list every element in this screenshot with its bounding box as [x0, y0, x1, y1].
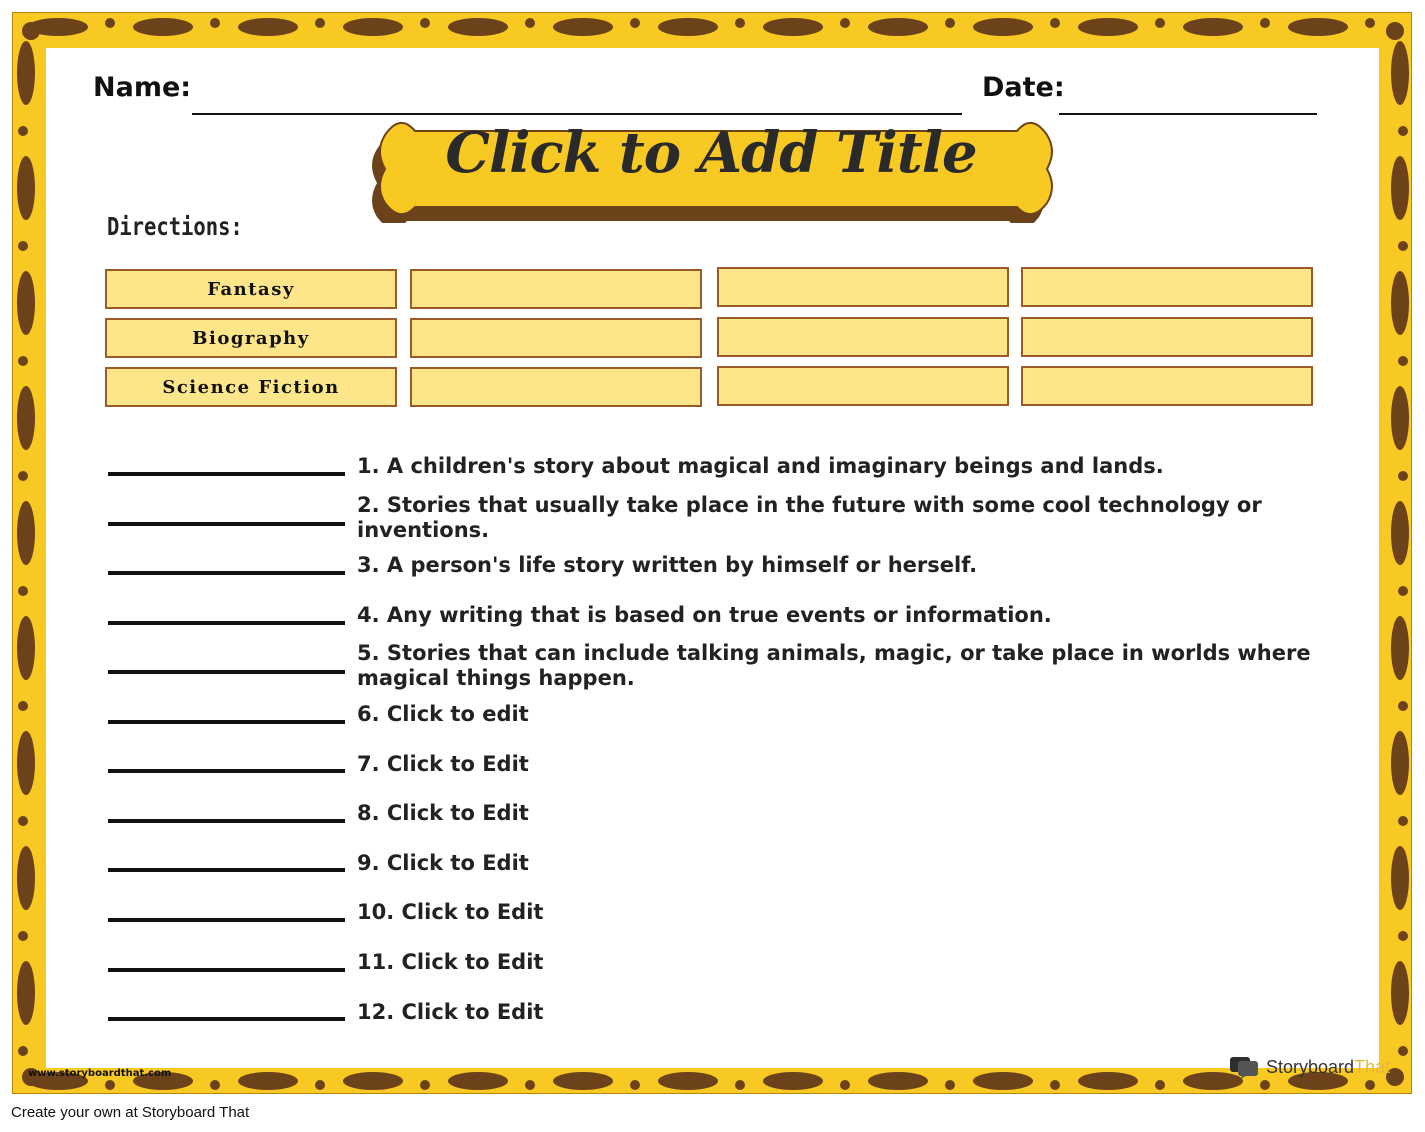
- worksheet-title[interactable]: Click to Add Title: [445, 120, 977, 186]
- item-12-text[interactable]: 12. Click to Edit: [357, 1000, 544, 1024]
- border-ornament: [1398, 931, 1408, 941]
- border-ornament: [945, 1080, 955, 1090]
- border-ornament: [553, 18, 613, 36]
- border-ornament: [763, 1072, 823, 1090]
- border-ornament: [315, 1080, 325, 1090]
- border-ornament: [17, 386, 35, 450]
- item-1-text[interactable]: 1. A children's story about magical and imaginary beings and lands.: [357, 454, 1164, 478]
- border-ornament: [1260, 1080, 1270, 1090]
- item-9-text[interactable]: 9. Click to Edit: [357, 851, 529, 875]
- border-ornament: [525, 18, 535, 28]
- border-ornament: [420, 1080, 430, 1090]
- border-ornament: [18, 471, 28, 481]
- border-ornament: [945, 18, 955, 28]
- border-ornament: [1078, 18, 1138, 36]
- word-bank-cell[interactable]: [717, 366, 1009, 406]
- answer-line-4[interactable]: [108, 621, 345, 625]
- border-ornament: [1078, 1072, 1138, 1090]
- answer-line-10[interactable]: [108, 918, 345, 922]
- border-ornament: [1391, 386, 1409, 450]
- border-ornament: [1391, 846, 1409, 910]
- directions-label[interactable]: Directions:: [107, 212, 243, 241]
- border-ornament: [18, 126, 28, 136]
- border-ornament: [973, 18, 1033, 36]
- item-11-text[interactable]: 11. Click to Edit: [357, 950, 544, 974]
- border-ornament: [343, 1072, 403, 1090]
- word-bank-cell-science-fiction[interactable]: Science Fiction: [105, 367, 397, 407]
- answer-line-8[interactable]: [108, 819, 345, 823]
- worksheet-page: [46, 48, 1379, 1068]
- border-ornament: [17, 156, 35, 220]
- border-ornament: [763, 18, 823, 36]
- answer-line-3[interactable]: [108, 571, 345, 575]
- answer-line-2[interactable]: [108, 522, 345, 526]
- border-ornament: [315, 18, 325, 28]
- logo-word-storyboard: Storyboard: [1266, 1056, 1355, 1077]
- border-ornament: [1398, 1046, 1408, 1056]
- border-ornament: [1386, 22, 1404, 40]
- border-ornament: [1398, 816, 1408, 826]
- border-ornament: [525, 1080, 535, 1090]
- word-bank-cell[interactable]: [410, 367, 702, 407]
- answer-line-6[interactable]: [108, 720, 345, 724]
- border-ornament: [1391, 616, 1409, 680]
- border-ornament: [448, 18, 508, 36]
- border-ornament: [1260, 18, 1270, 28]
- border-ornament: [1391, 156, 1409, 220]
- answer-line-11[interactable]: [108, 968, 345, 972]
- border-ornament: [1288, 18, 1348, 36]
- item-10-text[interactable]: 10. Click to Edit: [357, 900, 544, 924]
- name-label: Name:: [93, 72, 192, 103]
- logo-word-that: That: [1354, 1056, 1391, 1077]
- word-bank-cell[interactable]: [1021, 366, 1313, 406]
- border-ornament: [17, 961, 35, 1025]
- word-bank-cell-fantasy[interactable]: Fantasy: [105, 269, 397, 309]
- border-ornament: [1398, 126, 1408, 136]
- item-3-text[interactable]: 3. A person's life story written by himself or herself.: [357, 553, 978, 577]
- border-ornament: [210, 18, 220, 28]
- border-ornament: [133, 18, 193, 36]
- word-bank-cell[interactable]: [410, 318, 702, 358]
- border-ornament: [1391, 731, 1409, 795]
- answer-line-5[interactable]: [108, 670, 345, 674]
- border-ornament: [658, 18, 718, 36]
- item-7-text[interactable]: 7. Click to Edit: [357, 752, 529, 776]
- border-ornament: [17, 501, 35, 565]
- border-ornament: [973, 1072, 1033, 1090]
- border-ornament: [17, 846, 35, 910]
- footer-credit[interactable]: Create your own at Storyboard That: [11, 1104, 250, 1121]
- border-ornament: [1398, 471, 1408, 481]
- border-ornament: [22, 22, 40, 40]
- border-ornament: [840, 1080, 850, 1090]
- border-ornament: [1398, 241, 1408, 251]
- border-ornament: [1050, 18, 1060, 28]
- border-ornament: [105, 1080, 115, 1090]
- item-8-text[interactable]: 8. Click to Edit: [357, 801, 529, 825]
- border-ornament: [1050, 1080, 1060, 1090]
- border-ornament: [1398, 356, 1408, 366]
- border-ornament: [17, 41, 35, 105]
- answer-line-1[interactable]: [108, 472, 345, 476]
- word-bank-cell[interactable]: [1021, 267, 1313, 307]
- border-ornament: [630, 18, 640, 28]
- item-5-text[interactable]: 5. Stories that can include talking animals, magic, or take place in worlds where magical things happen.: [357, 641, 1311, 690]
- date-input-line[interactable]: [1059, 113, 1317, 115]
- storyboardthat-logo: [1228, 1055, 1390, 1079]
- border-ornament: [420, 18, 430, 28]
- border-ornament: [210, 1080, 220, 1090]
- border-ornament: [1391, 501, 1409, 565]
- item-4-text[interactable]: 4. Any writing that is based on true events or information.: [357, 603, 1052, 627]
- word-bank-cell[interactable]: [717, 267, 1009, 307]
- border-ornament: [1365, 1080, 1375, 1090]
- item-2-text[interactable]: 2. Stories that usually take place in the future with some cool technology or inventions.: [357, 493, 1262, 542]
- storyboardthat-logo-text: [1266, 1057, 1390, 1078]
- answer-line-9[interactable]: [108, 868, 345, 872]
- border-ornament: [1398, 586, 1408, 596]
- word-bank-cell-biography[interactable]: Biography: [105, 318, 397, 358]
- border-ornament: [18, 931, 28, 941]
- border-ornament: [238, 1072, 298, 1090]
- item-6-text[interactable]: 6. Click to edit: [357, 702, 529, 726]
- border-ornament: [238, 18, 298, 36]
- speech-bubble-icon: [1228, 1055, 1260, 1079]
- border-ornament: [343, 18, 403, 36]
- border-ornament: [1183, 18, 1243, 36]
- border-ornament: [18, 1046, 28, 1056]
- border-ornament: [840, 18, 850, 28]
- border-ornament: [735, 18, 745, 28]
- border-ornament: [448, 1072, 508, 1090]
- border-ornament: [553, 1072, 613, 1090]
- border-ornament: [1391, 271, 1409, 335]
- storyboardthat-url: www.storyboardthat.com: [28, 1068, 172, 1079]
- border-ornament: [18, 241, 28, 251]
- border-ornament: [630, 1080, 640, 1090]
- border-ornament: [17, 616, 35, 680]
- border-ornament: [1155, 1080, 1165, 1090]
- border-ornament: [735, 1080, 745, 1090]
- border-ornament: [1391, 41, 1409, 105]
- border-ornament: [18, 586, 28, 596]
- border-ornament: [1398, 701, 1408, 711]
- border-ornament: [105, 18, 115, 28]
- word-bank-cell[interactable]: [1021, 317, 1313, 357]
- border-ornament: [17, 271, 35, 335]
- answer-line-7[interactable]: [108, 769, 345, 773]
- border-ornament: [868, 18, 928, 36]
- border-ornament: [1365, 18, 1375, 28]
- date-label: Date:: [982, 72, 1065, 103]
- word-bank-cell[interactable]: [717, 317, 1009, 357]
- border-ornament: [1155, 18, 1165, 28]
- border-ornament: [868, 1072, 928, 1090]
- answer-line-12[interactable]: [108, 1017, 345, 1021]
- border-ornament: [18, 356, 28, 366]
- border-ornament: [18, 816, 28, 826]
- worksheet-border-frame: [12, 12, 1412, 1094]
- border-ornament: [658, 1072, 718, 1090]
- border-ornament: [18, 701, 28, 711]
- border-ornament: [17, 731, 35, 795]
- word-bank-cell[interactable]: [410, 269, 702, 309]
- border-ornament: [1391, 961, 1409, 1025]
